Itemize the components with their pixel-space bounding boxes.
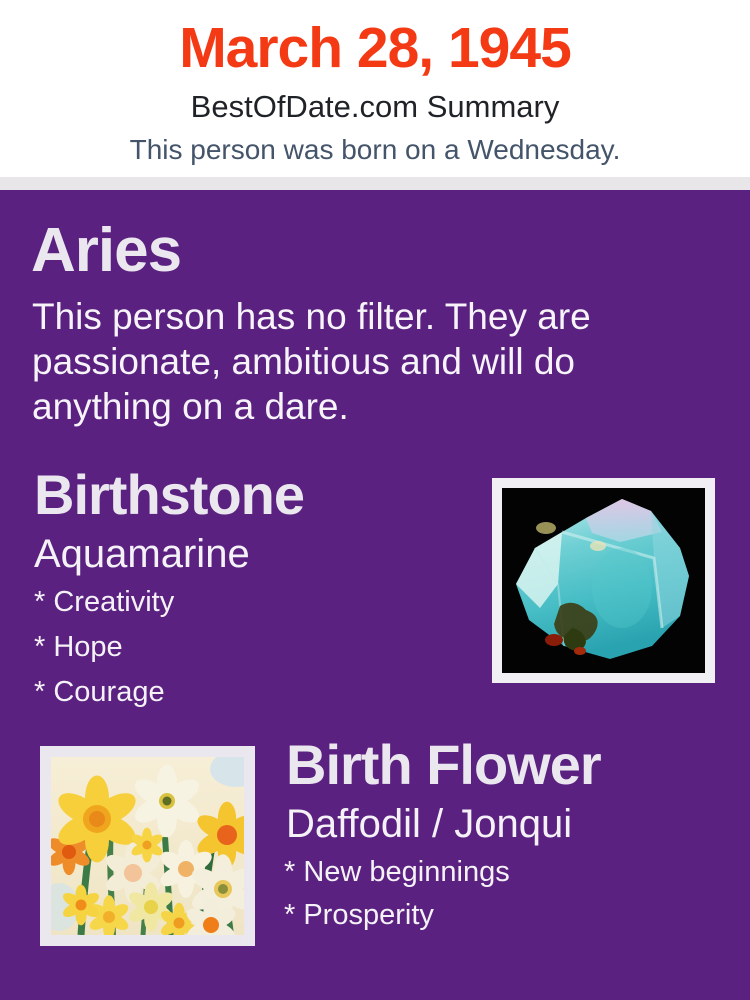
birthstone-heading: Birthstone bbox=[34, 463, 304, 526]
daffodil-flowers-illustration bbox=[51, 757, 244, 935]
site-subtitle: BestOfDate.com Summary bbox=[190, 89, 560, 124]
zodiac-sign-heading: Aries bbox=[31, 216, 182, 285]
born-day-note: This person was born on a Wednesday. bbox=[129, 134, 621, 165]
birthstone-trait: * Courage bbox=[34, 676, 165, 708]
daffodil-photo bbox=[40, 746, 255, 946]
birthstone-trait: * Hope bbox=[34, 631, 123, 663]
birth-flower-trait: * Prosperity bbox=[284, 899, 434, 931]
header-divider bbox=[0, 177, 750, 190]
birth-flower-trait: * New beginnings bbox=[284, 856, 510, 888]
summary-body bbox=[0, 190, 750, 1000]
zodiac-description: This person has no filter. They are passionate, ambitious and will do anything on a dare. bbox=[32, 296, 591, 428]
birth-flower-name: Daffodil / Jonqui bbox=[286, 802, 573, 846]
page-title: March 28, 1945 bbox=[179, 16, 571, 80]
birth-flower-heading: Birth Flower bbox=[286, 733, 601, 796]
birthstone-name: Aquamarine bbox=[34, 532, 250, 576]
birthstone-trait: * Creativity bbox=[34, 586, 175, 618]
header bbox=[0, 0, 750, 166]
aquamarine-stone-illustration bbox=[502, 488, 705, 673]
aquamarine-photo bbox=[492, 478, 715, 683]
